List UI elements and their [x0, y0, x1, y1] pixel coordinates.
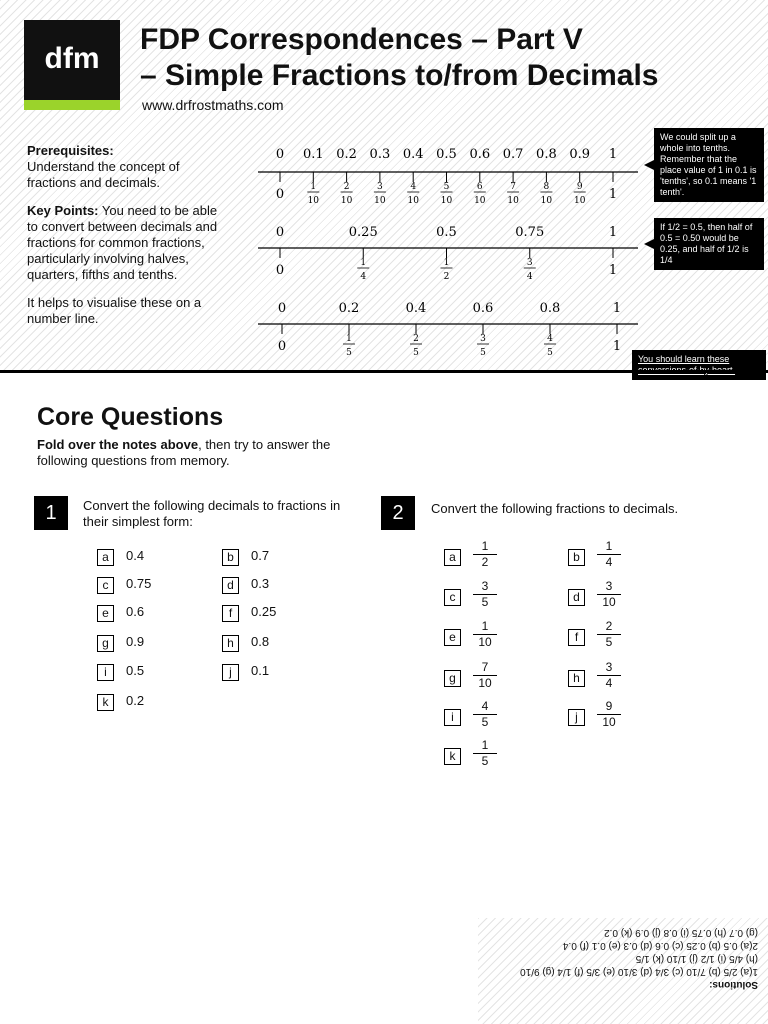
solutions-heading: Solutions:	[709, 979, 758, 990]
decimal-label: 1	[608, 225, 618, 240]
option-fraction-d	[597, 579, 621, 610]
option-value-k: 0.2	[126, 693, 145, 708]
decimal-label: 0	[275, 225, 285, 240]
fraction-denominator: 10	[507, 196, 519, 206]
core-questions-title: Core Questions	[37, 403, 224, 431]
fraction-denominator: 10	[474, 196, 486, 206]
fraction-numerator: 1	[443, 258, 450, 268]
decimal-label: 0.5	[436, 225, 457, 240]
option-letter-h: h	[568, 670, 585, 687]
option-fraction-c	[473, 579, 497, 610]
solutions-line-3: 2(a) 0.5 (b) 0.25 (c) 0.6 (d) 0.3 (e) 0.1 (f) 0.4	[562, 940, 758, 951]
option-fraction-f	[597, 619, 621, 650]
title-line-2: – Simple Fractions to/from Decimals	[140, 59, 659, 92]
fraction-denominator: 5	[473, 594, 497, 610]
fraction-denominator: 5	[547, 348, 553, 358]
prerequisites-heading: Prerequisites:	[27, 143, 114, 158]
solutions-text	[486, 926, 758, 991]
option-letter-b: b	[568, 549, 585, 566]
fold-divider	[0, 370, 768, 373]
option-value-e: 0.6	[126, 604, 145, 619]
option-fraction-a	[473, 539, 497, 570]
decimal-label: 0.25	[348, 225, 378, 240]
solutions-line-1: 1(a) 2/5 (b) 7/10 (c) 3/4 (d) 3/10 (e) 3/5 (f) 1/4 (g) 9/10	[520, 966, 758, 977]
number-lines	[0, 0, 768, 370]
decimal-label: 0	[275, 147, 285, 162]
option-letter-c: c	[97, 577, 114, 594]
fraction-denominator: 10	[374, 196, 386, 206]
question-2-text: Convert the following fractions to decimals.	[431, 501, 679, 516]
option-letter-e: e	[97, 605, 114, 622]
whole-number-label: 1	[612, 339, 622, 354]
fraction-numerator: 3	[377, 182, 383, 192]
option-value-g: 0.9	[126, 634, 145, 649]
fraction-denominator: 10	[407, 196, 419, 206]
decimal-label: 0.8	[536, 147, 557, 162]
question-2-number: 2	[381, 496, 415, 530]
decimal-label: 0.4	[405, 301, 427, 316]
option-letter-d: d	[222, 577, 239, 594]
option-fraction-i	[473, 699, 497, 730]
fraction-denominator: 4	[360, 272, 367, 282]
option-letter-g: g	[97, 635, 114, 652]
decimal-label: 1	[608, 147, 618, 162]
fraction-numerator: 3	[605, 660, 613, 674]
fraction-denominator: 10	[597, 594, 621, 610]
fraction-denominator: 4	[526, 272, 533, 282]
option-fraction-k	[473, 738, 497, 769]
website-link[interactable]: www.drfrostmaths.com	[142, 97, 284, 113]
fraction-numerator: 4	[410, 182, 417, 192]
fraction-denominator: 4	[597, 554, 621, 570]
fraction-numerator: 1	[481, 738, 489, 752]
solutions-panel	[478, 918, 768, 1024]
fraction-denominator: 10	[573, 196, 586, 206]
fraction-numerator: 1	[310, 182, 317, 192]
option-fraction-h	[597, 660, 621, 691]
option-letter-g: g	[444, 670, 461, 687]
fraction-denominator: 5	[597, 634, 621, 650]
option-letter-i: i	[97, 664, 114, 681]
whole-number-label: 1	[608, 263, 618, 278]
fraction-denominator: 5	[473, 753, 497, 769]
option-letter-d: d	[568, 589, 585, 606]
option-letter-i: i	[444, 709, 461, 726]
fraction-numerator: 6	[476, 182, 483, 192]
option-value-c: 0.75	[126, 576, 152, 591]
fraction-numerator: 1	[360, 258, 367, 268]
question-1-number: 1	[34, 496, 68, 530]
fraction-numerator: 1	[481, 539, 489, 553]
decimal-label: 0.7	[502, 147, 524, 162]
decimal-label: 1	[612, 301, 622, 316]
option-letter-a: a	[444, 549, 461, 566]
option-letter-f: f	[568, 629, 585, 646]
decimal-label: 0.4	[402, 147, 424, 162]
solutions-line-2: (h) 4/5 (i) 1/2 (j) 1/10 (k) 1/5	[635, 953, 758, 964]
fraction-denominator: 5	[413, 348, 419, 358]
visualise-note: It helps to visualise these on a number line.	[27, 295, 202, 326]
option-value-d: 0.3	[251, 576, 270, 591]
fraction-denominator: 5	[473, 714, 497, 730]
key-points-text: You need to be able to convert between decimals and fractions for common fractions, particularly involving halves, quarters, fifths and tenths.	[27, 203, 218, 282]
whole-number-label: 0	[275, 187, 285, 202]
fraction-denominator: 5	[346, 348, 352, 358]
tip-halves: If 1/2 = 0.5, then half of 0.5 = 0.50 would be 0.25, and half of 1/2 is 1/4	[654, 218, 764, 270]
option-value-a: 0.4	[126, 548, 145, 563]
option-letter-h: h	[222, 635, 239, 652]
fraction-numerator: 7	[481, 660, 489, 674]
option-letter-b: b	[222, 549, 239, 566]
fraction-numerator: 1	[346, 334, 352, 344]
whole-number-label: 0	[277, 339, 287, 354]
decimal-label: 0.6	[469, 147, 491, 162]
prerequisites-text: Understand the concept of fractions and decimals.	[27, 159, 180, 190]
decimal-label: 0	[277, 301, 287, 316]
fraction-numerator: 2	[605, 619, 613, 633]
option-fraction-g	[473, 660, 497, 691]
fraction-numerator: 5	[443, 182, 450, 192]
decimal-label: 0.1	[302, 147, 324, 162]
fraction-denominator: 10	[440, 196, 453, 206]
decimal-label: 0.6	[472, 301, 494, 316]
option-value-f: 0.25	[251, 604, 277, 619]
decimal-label: 0.8	[539, 301, 561, 316]
key-points-heading: Key Points:	[27, 203, 99, 218]
option-value-j: 0.1	[251, 663, 270, 678]
logo-text: dfm	[44, 42, 100, 75]
whole-number-label: 0	[275, 263, 285, 278]
fraction-numerator: 3	[481, 579, 489, 593]
core-instruction-rest: , then try to answer the following questions from memory.	[37, 437, 331, 468]
decimal-label: 0.75	[515, 225, 545, 240]
fraction-numerator: 2	[413, 334, 419, 344]
decimal-label: 0.9	[569, 147, 591, 162]
whole-number-label: 1	[608, 187, 618, 202]
fraction-numerator: 4	[547, 334, 553, 344]
title-line-1: FDP Correspondences – Part V	[140, 23, 583, 56]
option-letter-c: c	[444, 589, 461, 606]
fraction-numerator: 8	[543, 182, 550, 192]
decimal-label: 0.5	[436, 147, 457, 162]
fraction-denominator: 2	[443, 272, 450, 282]
fraction-denominator: 10	[597, 714, 621, 730]
option-letter-j: j	[222, 664, 239, 681]
fraction-numerator: 9	[576, 182, 583, 192]
fraction-numerator: 3	[526, 258, 533, 268]
fraction-denominator: 10	[307, 196, 320, 206]
fraction-denominator: 10	[473, 634, 497, 650]
question-1-text: Convert the following decimals to fractions in their simplest form:	[83, 498, 341, 529]
fraction-numerator: 1	[605, 539, 613, 553]
decimal-label: 0.2	[338, 301, 360, 316]
option-value-h: 0.8	[251, 634, 270, 649]
fraction-numerator: 2	[343, 182, 350, 192]
fraction-denominator: 4	[597, 675, 621, 691]
fraction-denominator: 10	[540, 196, 553, 206]
fraction-denominator: 10	[473, 675, 497, 691]
fraction-denominator: 2	[473, 554, 497, 570]
option-value-i: 0.5	[126, 663, 145, 678]
fraction-numerator: 3	[480, 334, 486, 344]
fraction-numerator: 9	[605, 699, 613, 713]
option-letter-k: k	[97, 694, 114, 711]
decimal-label: 0.3	[369, 147, 391, 162]
fraction-numerator: 3	[605, 579, 613, 593]
fraction-denominator: 5	[480, 348, 486, 358]
option-letter-j: j	[568, 709, 585, 726]
option-letter-f: f	[222, 605, 239, 622]
fraction-denominator: 10	[340, 196, 353, 206]
core-instructions	[37, 437, 337, 469]
tip-tenths: We could split up a whole into tenths. Remember that the place value of 1 in 0.1 is 'tenths', so 0.1 means '1 tenth'.	[654, 128, 764, 202]
fraction-numerator: 4	[481, 699, 489, 713]
decimal-label: 0.2	[336, 147, 357, 162]
fraction-numerator: 7	[510, 182, 516, 192]
option-letter-k: k	[444, 748, 461, 765]
tip-learn-by-heart: You should learn these	[632, 350, 766, 380]
option-value-b: 0.7	[251, 548, 270, 563]
solutions-line-4: (g) 0.7 (h) 0.75 (i) 0.8 (j) 0.9 (k) 0.2	[604, 927, 758, 938]
option-fraction-e	[473, 619, 497, 650]
option-letter-a: a	[97, 549, 114, 566]
fraction-numerator: 1	[481, 619, 489, 633]
core-instruction-bold: Fold over the notes above	[37, 437, 199, 452]
option-letter-e: e	[444, 629, 461, 646]
option-fraction-j	[597, 699, 621, 730]
option-fraction-b	[597, 539, 621, 570]
